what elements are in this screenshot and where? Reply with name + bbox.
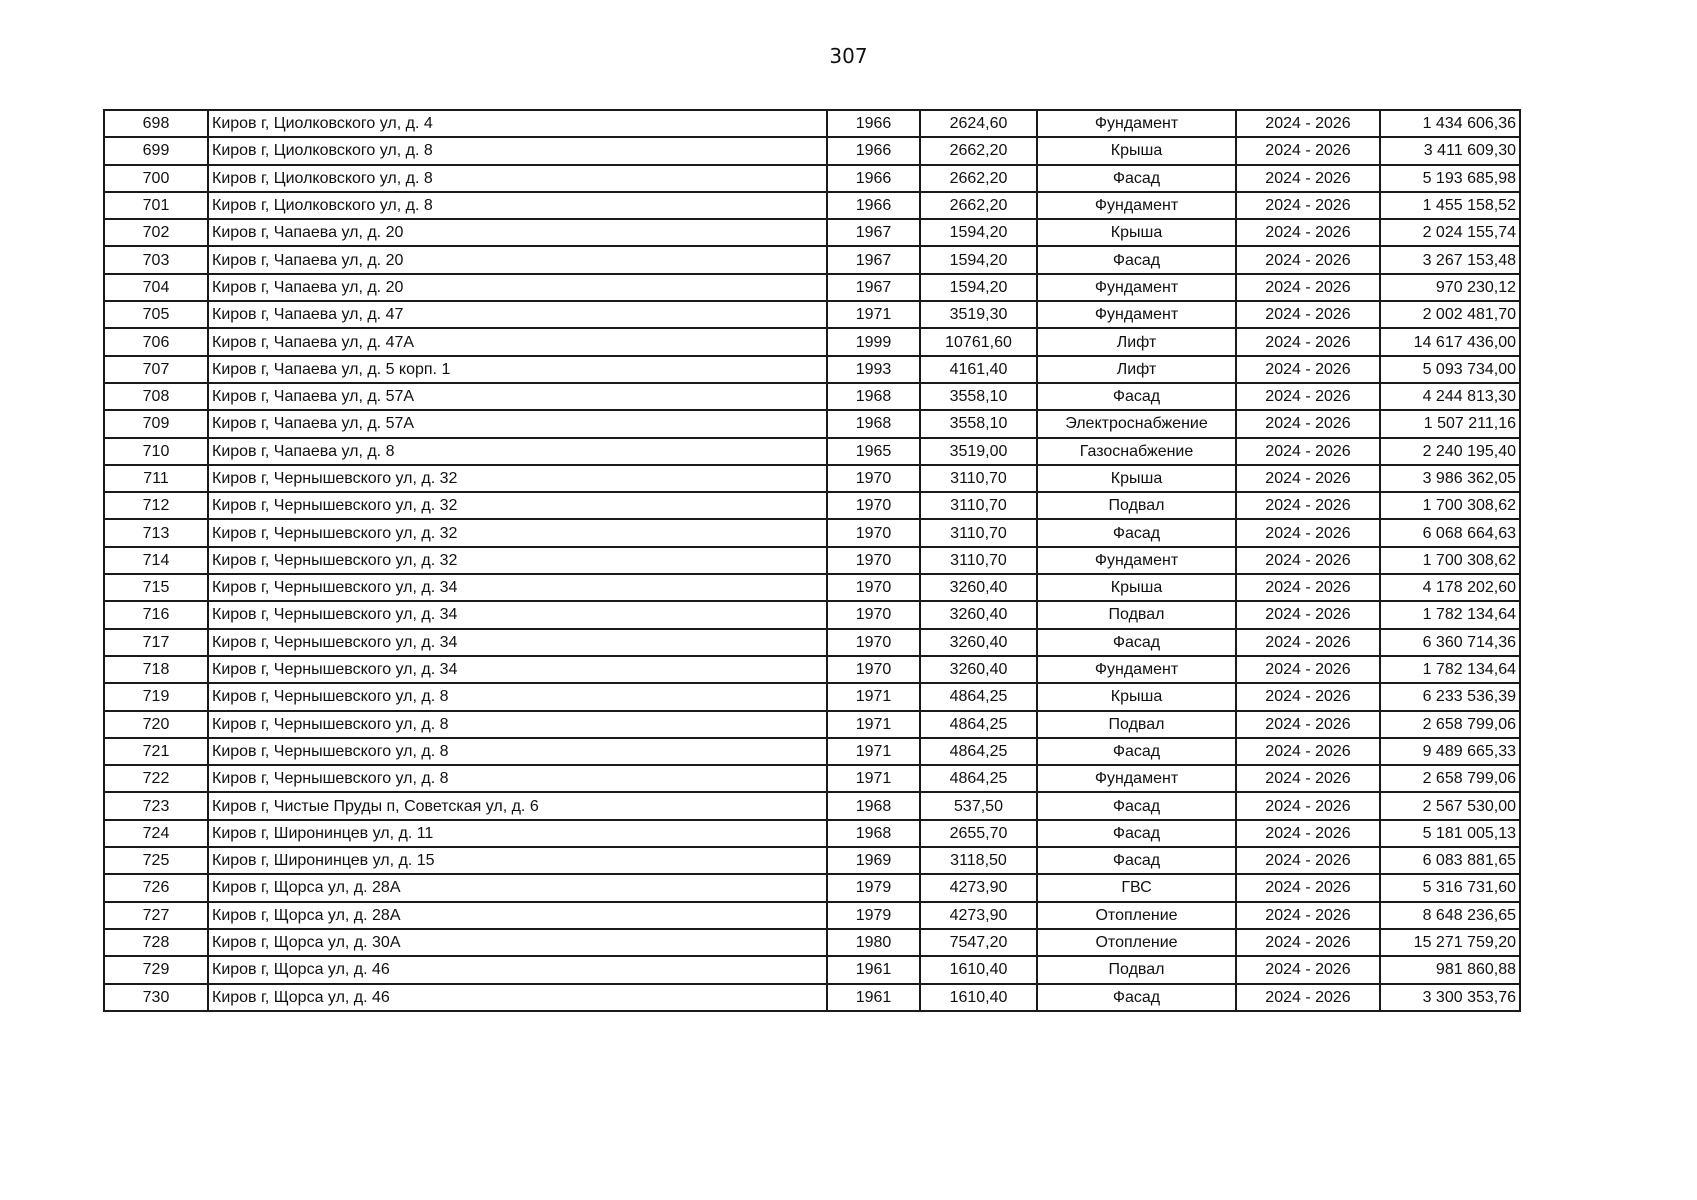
address-cell: Киров г, Щорса ул, д. 30А bbox=[208, 929, 827, 956]
work-type-cell: Газоснабжение bbox=[1037, 438, 1236, 465]
table-row bbox=[104, 656, 1520, 683]
table-row bbox=[104, 765, 1520, 792]
cost-cell: 5 181 005,13 bbox=[1380, 820, 1520, 847]
work-type-cell: Фундамент bbox=[1037, 656, 1236, 683]
build-year-cell: 1970 bbox=[827, 601, 920, 628]
row-number-cell: 719 bbox=[104, 683, 208, 710]
address-cell: Киров г, Чапаева ул, д. 57А bbox=[208, 410, 827, 437]
period-cell: 2024 - 2026 bbox=[1236, 847, 1380, 874]
build-year-cell: 1980 bbox=[827, 929, 920, 956]
table-row bbox=[104, 956, 1520, 983]
address-cell: Киров г, Чапаева ул, д. 47А bbox=[208, 328, 827, 355]
address-cell: Киров г, Чапаева ул, д. 57А bbox=[208, 383, 827, 410]
cost-cell: 4 244 813,30 bbox=[1380, 383, 1520, 410]
address-cell: Киров г, Чапаева ул, д. 47 bbox=[208, 301, 827, 328]
table-row bbox=[104, 847, 1520, 874]
address-cell: Киров г, Чернышевского ул, д. 8 bbox=[208, 683, 827, 710]
table-row bbox=[104, 629, 1520, 656]
address-cell: Киров г, Чистые Пруды п, Советская ул, д. 6 bbox=[208, 792, 827, 819]
row-number-cell: 699 bbox=[104, 137, 208, 164]
cost-cell: 6 083 881,65 bbox=[1380, 847, 1520, 874]
work-type-cell: Крыша bbox=[1037, 683, 1236, 710]
row-number-cell: 702 bbox=[104, 219, 208, 246]
area-cell: 2662,20 bbox=[920, 165, 1037, 192]
cost-cell: 3 411 609,30 bbox=[1380, 137, 1520, 164]
table-row bbox=[104, 738, 1520, 765]
address-cell: Киров г, Щорса ул, д. 46 bbox=[208, 984, 827, 1011]
build-year-cell: 1966 bbox=[827, 137, 920, 164]
build-year-cell: 1967 bbox=[827, 274, 920, 301]
build-year-cell: 1967 bbox=[827, 219, 920, 246]
area-cell: 4161,40 bbox=[920, 356, 1037, 383]
period-cell: 2024 - 2026 bbox=[1236, 219, 1380, 246]
area-cell: 7547,20 bbox=[920, 929, 1037, 956]
area-cell: 1594,20 bbox=[920, 246, 1037, 273]
area-cell: 3110,70 bbox=[920, 465, 1037, 492]
row-number-cell: 700 bbox=[104, 165, 208, 192]
build-year-cell: 1970 bbox=[827, 547, 920, 574]
cost-cell: 3 267 153,48 bbox=[1380, 246, 1520, 273]
build-year-cell: 1971 bbox=[827, 765, 920, 792]
cost-cell: 970 230,12 bbox=[1380, 274, 1520, 301]
table-row bbox=[104, 984, 1520, 1011]
cost-cell: 15 271 759,20 bbox=[1380, 929, 1520, 956]
row-number-cell: 705 bbox=[104, 301, 208, 328]
cost-cell: 1 700 308,62 bbox=[1380, 492, 1520, 519]
build-year-cell: 1970 bbox=[827, 629, 920, 656]
table-row bbox=[104, 683, 1520, 710]
build-year-cell: 1971 bbox=[827, 711, 920, 738]
period-cell: 2024 - 2026 bbox=[1236, 902, 1380, 929]
build-year-cell: 1970 bbox=[827, 465, 920, 492]
period-cell: 2024 - 2026 bbox=[1236, 165, 1380, 192]
table-row bbox=[104, 192, 1520, 219]
cost-cell: 2 658 799,06 bbox=[1380, 711, 1520, 738]
address-cell: Киров г, Чапаева ул, д. 20 bbox=[208, 246, 827, 273]
row-number-cell: 701 bbox=[104, 192, 208, 219]
period-cell: 2024 - 2026 bbox=[1236, 519, 1380, 546]
row-number-cell: 708 bbox=[104, 383, 208, 410]
table-row bbox=[104, 110, 1520, 137]
table-row bbox=[104, 820, 1520, 847]
address-cell: Киров г, Циолковского ул, д. 4 bbox=[208, 110, 827, 137]
address-cell: Киров г, Циолковского ул, д. 8 bbox=[208, 192, 827, 219]
table-row bbox=[104, 874, 1520, 901]
work-type-cell: Фундамент bbox=[1037, 192, 1236, 219]
row-number-cell: 729 bbox=[104, 956, 208, 983]
address-cell: Киров г, Чернышевского ул, д. 34 bbox=[208, 629, 827, 656]
table-row bbox=[104, 792, 1520, 819]
period-cell: 2024 - 2026 bbox=[1236, 874, 1380, 901]
cost-cell: 6 068 664,63 bbox=[1380, 519, 1520, 546]
work-type-cell: Фасад bbox=[1037, 246, 1236, 273]
table-row bbox=[104, 137, 1520, 164]
area-cell: 4864,25 bbox=[920, 738, 1037, 765]
address-cell: Киров г, Чернышевского ул, д. 32 bbox=[208, 465, 827, 492]
cost-cell: 1 507 211,16 bbox=[1380, 410, 1520, 437]
period-cell: 2024 - 2026 bbox=[1236, 410, 1380, 437]
work-type-cell: Отопление bbox=[1037, 929, 1236, 956]
row-number-cell: 726 bbox=[104, 874, 208, 901]
area-cell: 3118,50 bbox=[920, 847, 1037, 874]
build-year-cell: 1971 bbox=[827, 683, 920, 710]
area-cell: 2624,60 bbox=[920, 110, 1037, 137]
cost-cell: 3 986 362,05 bbox=[1380, 465, 1520, 492]
address-cell: Киров г, Чапаева ул, д. 20 bbox=[208, 274, 827, 301]
build-year-cell: 1961 bbox=[827, 956, 920, 983]
period-cell: 2024 - 2026 bbox=[1236, 656, 1380, 683]
period-cell: 2024 - 2026 bbox=[1236, 984, 1380, 1011]
cost-cell: 9 489 665,33 bbox=[1380, 738, 1520, 765]
address-cell: Киров г, Широнинцев ул, д. 15 bbox=[208, 847, 827, 874]
work-type-cell: Фасад bbox=[1037, 984, 1236, 1011]
cost-cell: 6 233 536,39 bbox=[1380, 683, 1520, 710]
table-row bbox=[104, 165, 1520, 192]
cost-cell: 1 455 158,52 bbox=[1380, 192, 1520, 219]
period-cell: 2024 - 2026 bbox=[1236, 110, 1380, 137]
area-cell: 3110,70 bbox=[920, 519, 1037, 546]
row-number-cell: 714 bbox=[104, 547, 208, 574]
area-cell: 4273,90 bbox=[920, 874, 1037, 901]
period-cell: 2024 - 2026 bbox=[1236, 438, 1380, 465]
work-type-cell: Крыша bbox=[1037, 137, 1236, 164]
row-number-cell: 709 bbox=[104, 410, 208, 437]
cost-cell: 5 093 734,00 bbox=[1380, 356, 1520, 383]
cost-cell: 8 648 236,65 bbox=[1380, 902, 1520, 929]
area-cell: 4864,25 bbox=[920, 711, 1037, 738]
row-number-cell: 704 bbox=[104, 274, 208, 301]
build-year-cell: 1971 bbox=[827, 301, 920, 328]
address-cell: Киров г, Чернышевского ул, д. 34 bbox=[208, 574, 827, 601]
area-cell: 3110,70 bbox=[920, 492, 1037, 519]
work-type-cell: Подвал bbox=[1037, 711, 1236, 738]
build-year-cell: 1979 bbox=[827, 874, 920, 901]
cost-cell: 2 567 530,00 bbox=[1380, 792, 1520, 819]
work-type-cell: Фасад bbox=[1037, 629, 1236, 656]
work-type-cell: Крыша bbox=[1037, 219, 1236, 246]
row-number-cell: 723 bbox=[104, 792, 208, 819]
row-number-cell: 703 bbox=[104, 246, 208, 273]
area-cell: 4864,25 bbox=[920, 683, 1037, 710]
period-cell: 2024 - 2026 bbox=[1236, 246, 1380, 273]
row-number-cell: 728 bbox=[104, 929, 208, 956]
address-cell: Киров г, Чернышевского ул, д. 8 bbox=[208, 765, 827, 792]
work-type-cell: Фасад bbox=[1037, 820, 1236, 847]
row-number-cell: 707 bbox=[104, 356, 208, 383]
cost-cell: 5 316 731,60 bbox=[1380, 874, 1520, 901]
work-type-cell: Лифт bbox=[1037, 328, 1236, 355]
build-year-cell: 1970 bbox=[827, 519, 920, 546]
address-cell: Киров г, Чапаева ул, д. 8 bbox=[208, 438, 827, 465]
registry-body bbox=[104, 110, 1520, 1011]
period-cell: 2024 - 2026 bbox=[1236, 711, 1380, 738]
table-row bbox=[104, 219, 1520, 246]
build-year-cell: 1966 bbox=[827, 165, 920, 192]
cost-cell: 4 178 202,60 bbox=[1380, 574, 1520, 601]
period-cell: 2024 - 2026 bbox=[1236, 820, 1380, 847]
work-type-cell: Подвал bbox=[1037, 492, 1236, 519]
row-number-cell: 724 bbox=[104, 820, 208, 847]
work-type-cell: Фасад bbox=[1037, 792, 1236, 819]
cost-cell: 1 700 308,62 bbox=[1380, 547, 1520, 574]
build-year-cell: 1966 bbox=[827, 192, 920, 219]
period-cell: 2024 - 2026 bbox=[1236, 274, 1380, 301]
build-year-cell: 1970 bbox=[827, 492, 920, 519]
work-type-cell: Фундамент bbox=[1037, 274, 1236, 301]
area-cell: 2662,20 bbox=[920, 192, 1037, 219]
period-cell: 2024 - 2026 bbox=[1236, 956, 1380, 983]
period-cell: 2024 - 2026 bbox=[1236, 601, 1380, 628]
build-year-cell: 1970 bbox=[827, 656, 920, 683]
work-type-cell: Крыша bbox=[1037, 465, 1236, 492]
area-cell: 3260,40 bbox=[920, 601, 1037, 628]
row-number-cell: 722 bbox=[104, 765, 208, 792]
table-row bbox=[104, 547, 1520, 574]
row-number-cell: 715 bbox=[104, 574, 208, 601]
table-row bbox=[104, 274, 1520, 301]
row-number-cell: 706 bbox=[104, 328, 208, 355]
row-number-cell: 711 bbox=[104, 465, 208, 492]
table-row bbox=[104, 492, 1520, 519]
address-cell: Киров г, Чапаева ул, д. 20 bbox=[208, 219, 827, 246]
period-cell: 2024 - 2026 bbox=[1236, 792, 1380, 819]
build-year-cell: 1966 bbox=[827, 110, 920, 137]
row-number-cell: 713 bbox=[104, 519, 208, 546]
build-year-cell: 1968 bbox=[827, 410, 920, 437]
area-cell: 3110,70 bbox=[920, 547, 1037, 574]
build-year-cell: 1993 bbox=[827, 356, 920, 383]
cost-cell: 2 002 481,70 bbox=[1380, 301, 1520, 328]
address-cell: Киров г, Чернышевского ул, д. 8 bbox=[208, 738, 827, 765]
area-cell: 3519,00 bbox=[920, 438, 1037, 465]
table-row bbox=[104, 465, 1520, 492]
area-cell: 2655,70 bbox=[920, 820, 1037, 847]
table-row bbox=[104, 356, 1520, 383]
cost-cell: 5 193 685,98 bbox=[1380, 165, 1520, 192]
cost-cell: 14 617 436,00 bbox=[1380, 328, 1520, 355]
work-type-cell: Лифт bbox=[1037, 356, 1236, 383]
area-cell: 3260,40 bbox=[920, 574, 1037, 601]
build-year-cell: 1979 bbox=[827, 902, 920, 929]
address-cell: Киров г, Циолковского ул, д. 8 bbox=[208, 165, 827, 192]
row-number-cell: 717 bbox=[104, 629, 208, 656]
work-type-cell: Фасад bbox=[1037, 738, 1236, 765]
area-cell: 1594,20 bbox=[920, 219, 1037, 246]
row-number-cell: 710 bbox=[104, 438, 208, 465]
period-cell: 2024 - 2026 bbox=[1236, 492, 1380, 519]
work-type-cell: Фасад bbox=[1037, 519, 1236, 546]
address-cell: Киров г, Чернышевского ул, д. 34 bbox=[208, 656, 827, 683]
work-type-cell: Электроснабжение bbox=[1037, 410, 1236, 437]
table-row bbox=[104, 711, 1520, 738]
table-row bbox=[104, 328, 1520, 355]
address-cell: Киров г, Чернышевского ул, д. 34 bbox=[208, 601, 827, 628]
build-year-cell: 1968 bbox=[827, 820, 920, 847]
work-type-cell: Подвал bbox=[1037, 956, 1236, 983]
work-type-cell: Фасад bbox=[1037, 165, 1236, 192]
table-row bbox=[104, 383, 1520, 410]
work-type-cell: Фасад bbox=[1037, 847, 1236, 874]
address-cell: Киров г, Чернышевского ул, д. 32 bbox=[208, 519, 827, 546]
period-cell: 2024 - 2026 bbox=[1236, 465, 1380, 492]
work-type-cell: Крыша bbox=[1037, 574, 1236, 601]
build-year-cell: 1968 bbox=[827, 383, 920, 410]
row-number-cell: 727 bbox=[104, 902, 208, 929]
row-number-cell: 720 bbox=[104, 711, 208, 738]
address-cell: Киров г, Щорса ул, д. 28А bbox=[208, 902, 827, 929]
table-row bbox=[104, 301, 1520, 328]
address-cell: Киров г, Чернышевского ул, д. 8 bbox=[208, 711, 827, 738]
period-cell: 2024 - 2026 bbox=[1236, 738, 1380, 765]
row-number-cell: 698 bbox=[104, 110, 208, 137]
table-row bbox=[104, 601, 1520, 628]
cost-cell: 1 782 134,64 bbox=[1380, 601, 1520, 628]
table-row bbox=[104, 410, 1520, 437]
cost-cell: 1 434 606,36 bbox=[1380, 110, 1520, 137]
area-cell: 10761,60 bbox=[920, 328, 1037, 355]
area-cell: 2662,20 bbox=[920, 137, 1037, 164]
address-cell: Киров г, Широнинцев ул, д. 11 bbox=[208, 820, 827, 847]
cost-cell: 3 300 353,76 bbox=[1380, 984, 1520, 1011]
address-cell: Киров г, Щорса ул, д. 46 bbox=[208, 956, 827, 983]
period-cell: 2024 - 2026 bbox=[1236, 301, 1380, 328]
row-number-cell: 712 bbox=[104, 492, 208, 519]
build-year-cell: 1971 bbox=[827, 738, 920, 765]
area-cell: 1594,20 bbox=[920, 274, 1037, 301]
work-type-cell: Фасад bbox=[1037, 383, 1236, 410]
area-cell: 3260,40 bbox=[920, 629, 1037, 656]
row-number-cell: 718 bbox=[104, 656, 208, 683]
period-cell: 2024 - 2026 bbox=[1236, 356, 1380, 383]
work-type-cell: Фундамент bbox=[1037, 547, 1236, 574]
build-year-cell: 1969 bbox=[827, 847, 920, 874]
cost-cell: 981 860,88 bbox=[1380, 956, 1520, 983]
area-cell: 3558,10 bbox=[920, 410, 1037, 437]
table-row bbox=[104, 246, 1520, 273]
row-number-cell: 725 bbox=[104, 847, 208, 874]
work-type-cell: Подвал bbox=[1037, 601, 1236, 628]
build-year-cell: 1965 bbox=[827, 438, 920, 465]
work-type-cell: Отопление bbox=[1037, 902, 1236, 929]
build-year-cell: 1968 bbox=[827, 792, 920, 819]
area-cell: 4273,90 bbox=[920, 902, 1037, 929]
period-cell: 2024 - 2026 bbox=[1236, 547, 1380, 574]
address-cell: Киров г, Чернышевского ул, д. 32 bbox=[208, 547, 827, 574]
cost-cell: 2 240 195,40 bbox=[1380, 438, 1520, 465]
work-type-cell: Фундамент bbox=[1037, 765, 1236, 792]
build-year-cell: 1970 bbox=[827, 574, 920, 601]
address-cell: Киров г, Циолковского ул, д. 8 bbox=[208, 137, 827, 164]
period-cell: 2024 - 2026 bbox=[1236, 765, 1380, 792]
area-cell: 537,50 bbox=[920, 792, 1037, 819]
area-cell: 3260,40 bbox=[920, 656, 1037, 683]
work-type-cell: ГВС bbox=[1037, 874, 1236, 901]
area-cell: 1610,40 bbox=[920, 984, 1037, 1011]
period-cell: 2024 - 2026 bbox=[1236, 683, 1380, 710]
build-year-cell: 1961 bbox=[827, 984, 920, 1011]
area-cell: 3558,10 bbox=[920, 383, 1037, 410]
cost-cell: 6 360 714,36 bbox=[1380, 629, 1520, 656]
area-cell: 4864,25 bbox=[920, 765, 1037, 792]
table-row bbox=[104, 902, 1520, 929]
row-number-cell: 716 bbox=[104, 601, 208, 628]
build-year-cell: 1967 bbox=[827, 246, 920, 273]
area-cell: 1610,40 bbox=[920, 956, 1037, 983]
area-cell: 3519,30 bbox=[920, 301, 1037, 328]
row-number-cell: 730 bbox=[104, 984, 208, 1011]
table-row bbox=[104, 574, 1520, 601]
period-cell: 2024 - 2026 bbox=[1236, 328, 1380, 355]
table-row bbox=[104, 438, 1520, 465]
work-type-cell: Фундамент bbox=[1037, 301, 1236, 328]
build-year-cell: 1999 bbox=[827, 328, 920, 355]
period-cell: 2024 - 2026 bbox=[1236, 629, 1380, 656]
cost-cell: 2 024 155,74 bbox=[1380, 219, 1520, 246]
table-row bbox=[104, 929, 1520, 956]
work-type-cell: Фундамент bbox=[1037, 110, 1236, 137]
period-cell: 2024 - 2026 bbox=[1236, 574, 1380, 601]
table-row bbox=[104, 519, 1520, 546]
cost-cell: 2 658 799,06 bbox=[1380, 765, 1520, 792]
address-cell: Киров г, Щорса ул, д. 28А bbox=[208, 874, 827, 901]
repair-registry-table bbox=[103, 109, 1521, 1012]
period-cell: 2024 - 2026 bbox=[1236, 192, 1380, 219]
period-cell: 2024 - 2026 bbox=[1236, 929, 1380, 956]
period-cell: 2024 - 2026 bbox=[1236, 383, 1380, 410]
cost-cell: 1 782 134,64 bbox=[1380, 656, 1520, 683]
row-number-cell: 721 bbox=[104, 738, 208, 765]
page-number: 307 bbox=[829, 44, 868, 68]
address-cell: Киров г, Чапаева ул, д. 5 корп. 1 bbox=[208, 356, 827, 383]
period-cell: 2024 - 2026 bbox=[1236, 137, 1380, 164]
address-cell: Киров г, Чернышевского ул, д. 32 bbox=[208, 492, 827, 519]
